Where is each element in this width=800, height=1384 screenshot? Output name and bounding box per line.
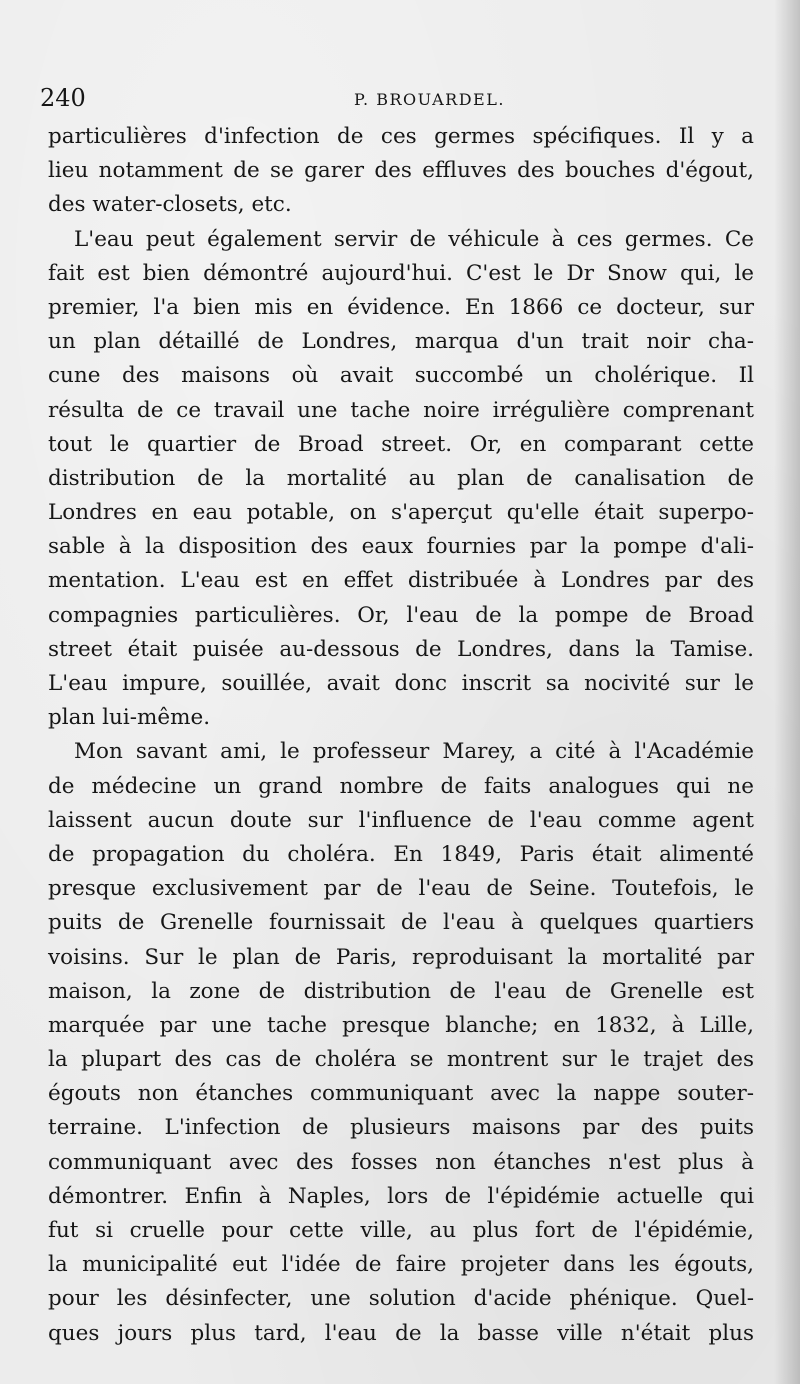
page-number: 240 [40,84,86,112]
text-line: laissent aucun doute sur l'influence de l'eau comme agent [48,807,754,833]
text-line: puits de Grenelle fournissait de l'eau à quelques quartiers [48,910,754,936]
text-line: marquée par une tache presque blanche; en 1832, à Lille, [48,1012,754,1038]
text-line: Londres en eau potable, on s'aperçut qu'elle était superpo- [48,500,754,526]
text-line: fait est bien démontré aujourd'hui. C'est le Dr Snow qui, le [48,260,754,286]
text-line: communiquant avec des fosses non étanches n'est plus à [48,1149,754,1175]
text-line: égouts non étanches communiquant avec la nappe souter- [48,1081,754,1107]
page-header [40,83,760,113]
text-line: particulières d'infection de ces germes spécifiques. Il y a [48,124,754,149]
text-line: tout le quartier de Broad street. Or, en comparant cette [48,431,754,457]
text-line: fut si cruelle pour cette ville, au plus fort de l'épidémie, [48,1218,754,1243]
text-line: lieu notamment de se garer des effluves des bouches d'égout, [48,158,754,184]
text-line: la plupart des cas de choléra se montrent sur le trajet des [48,1047,754,1073]
text-line: cune des maisons où avait succombé un cholérique. Il [48,363,754,389]
text-line: premier, l'a bien mis en évidence. En 1866 ce docteur, sur [48,294,754,320]
text-line: voisins. Sur le plan de Paris, reproduisant la mortalité par [48,944,754,970]
text-line: plan lui-même. [48,705,211,731]
text-line: street était puisée au-dessous de Londres, dans la Tamise. [48,636,754,662]
text-line: L'eau peut également servir de véhicule à ces germes. Ce [74,226,754,252]
running-head: P. BROUARDEL. [354,90,505,109]
text-line: un plan détaillé de Londres, marqua d'un trait noir cha- [48,329,754,355]
text-line: de médecine un grand nombre de faits analogues qui ne [48,773,754,799]
text-line: compagnies particulières. Or, l'eau de la pompe de Broad [48,602,754,628]
text-line: terraine. L'infection de plusieurs maisons par des puits [48,1115,754,1141]
text-line: des water-closets, etc. [48,192,292,218]
text-line: de propagation du choléra. En 1849, Paris était alimenté [48,841,754,867]
text-line: distribution de la mortalité au plan de canalisation de [48,465,754,491]
text-line: sable à la disposition des eaux fournies par la pompe d'ali- [48,534,754,560]
body-text [48,120,754,1351]
text-line: résulta de ce travail une tache noire irrégulière comprenant [48,397,754,423]
text-line: mentation. L'eau est en effet distribuée à Londres par des [48,568,754,594]
text-line: Mon savant ami, le professeur Marey, a cité à l'Académie [74,739,754,765]
text-line: maison, la zone de distribution de l'eau de Grenelle est [48,978,754,1004]
text-line: presque exclusivement par de l'eau de Seine. Toutefois, le [48,876,754,902]
text-line: pour les désinfecter, une solution d'acide phénique. Quel- [48,1286,754,1312]
text-line: la municipalité eut l'idée de faire projeter dans les égouts, [48,1252,754,1278]
page-edge-shadow [774,0,800,1384]
text-line: L'eau impure, souillée, avait donc inscrit sa nocivité sur le [48,671,754,696]
text-line: démontrer. Enfin à Naples, lors de l'épidémie actuelle qui [48,1183,754,1209]
text-line: ques jours plus tard, l'eau de la basse ville n'était plus [48,1320,754,1346]
